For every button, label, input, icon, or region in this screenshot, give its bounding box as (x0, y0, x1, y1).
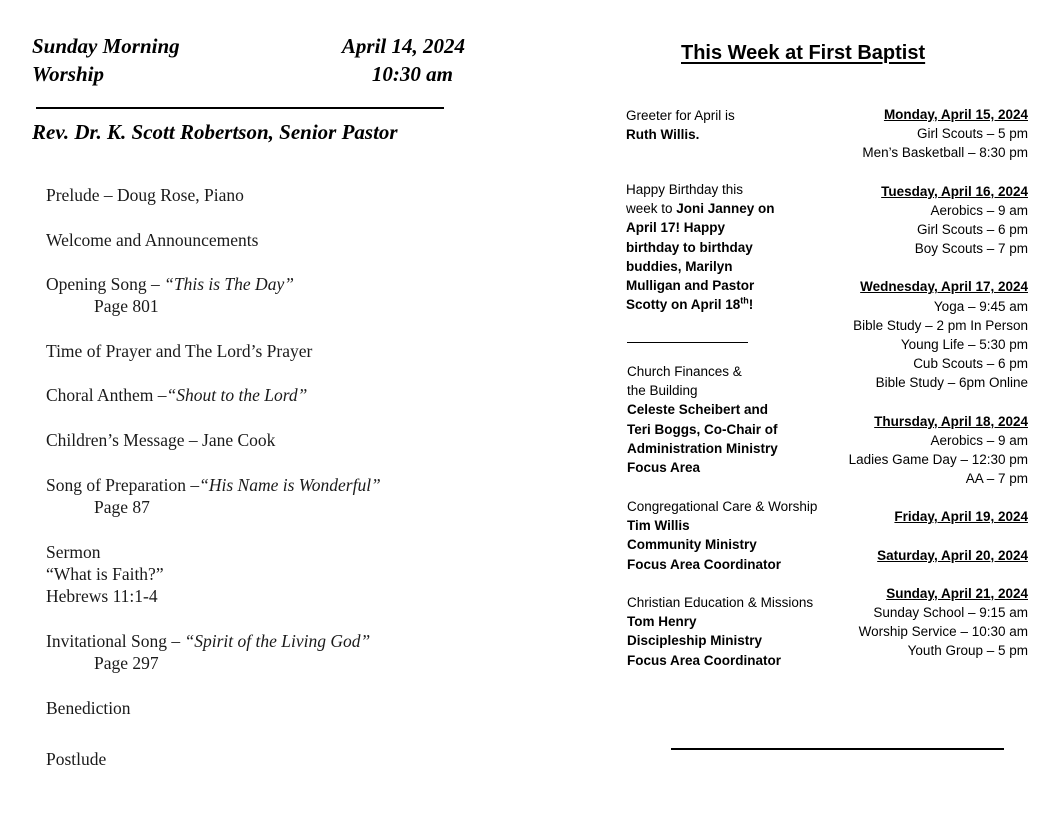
schedule-day-tuesday: Tuesday, April 16, 2024 (881, 183, 1028, 199)
birthday-line-3: April 17! Happy (626, 220, 726, 236)
sermon-title: “What is Faith?” (46, 564, 164, 584)
prep-title: “His Name is Wonderful” (199, 475, 381, 495)
header-divider (36, 107, 444, 109)
schedule-day-friday: Friday, April 19, 2024 (894, 509, 1028, 525)
schedule-event: Worship Service – 10:30 am (858, 624, 1028, 640)
edu-line-4: Focus Area Coordinator (627, 652, 782, 668)
birthday-note (626, 180, 775, 314)
birthday-line-7-sup: th (740, 295, 749, 306)
prep-page: Page 87 (94, 497, 150, 517)
care-line-2: Tim Willis (627, 518, 690, 534)
finance-line-2: the Building (627, 383, 698, 399)
opening-song-label: Opening Song – (46, 274, 165, 294)
footer-divider (671, 748, 1004, 750)
birthday-line-7b: ! (748, 297, 754, 313)
greeter-name: Ruth Willis. (626, 127, 700, 143)
invitational-title: “Spirit of the Living God” (184, 631, 371, 651)
sermon-scripture: Hebrews 11:1-4 (46, 586, 158, 606)
service-date: April 14, 2024 (341, 34, 465, 58)
schedule-event: Sunday School – 9:15 am (873, 605, 1028, 621)
schedule-day-thursday: Thursday, April 18, 2024 (874, 413, 1028, 429)
service-name-line1: Sunday Morning (32, 34, 180, 58)
schedule-event: Men’s Basketball – 8:30 pm (862, 145, 1028, 161)
notes-divider (627, 342, 748, 343)
care-line-1: Congregational Care & Worship (627, 499, 818, 514)
finance-line-6: Focus Area (627, 460, 701, 476)
education-note (627, 593, 813, 670)
finance-line-1: Church Finances & (627, 364, 742, 379)
anthem-label: Choral Anthem – (46, 385, 167, 405)
schedule-event: Bible Study – 6pm Online (875, 375, 1028, 391)
service-time: 10:30 am (371, 62, 453, 86)
benediction: Benediction (46, 698, 131, 718)
week-title: This Week at First Baptist (681, 42, 926, 64)
invitational-page: Page 297 (94, 653, 159, 673)
sermon: Sermon (46, 542, 101, 562)
opening-song (46, 273, 381, 295)
service-heading (32, 32, 180, 88)
childrens-message: Children’s Message – Jane Cook (46, 430, 276, 450)
invitational-label: Invitational Song – (46, 631, 185, 651)
service-datetime (300, 32, 465, 88)
birthday-line-6: Mulligan and Pastor (626, 278, 755, 294)
choral-anthem (46, 384, 381, 406)
schedule-event: Girl Scouts – 6 pm (916, 222, 1028, 238)
weekly-schedule (820, 105, 1028, 661)
finance-line-4: Teri Boggs, Co-Chair of (627, 421, 778, 437)
schedule-day-wednesday: Wednesday, April 17, 2024 (860, 279, 1028, 295)
birthday-line-4: birthday to birthday (626, 239, 753, 255)
anthem-title: “Shout to the Lord” (166, 385, 308, 405)
schedule-event: Youth Group – 5 pm (907, 643, 1028, 659)
birthday-line-2a: week to (626, 201, 677, 217)
schedule-event: Girl Scouts – 5 pm (916, 126, 1028, 142)
finance-line-3: Celeste Scheibert and (627, 402, 769, 418)
edu-line-1: Christian Education & Missions (627, 595, 814, 610)
schedule-event: Cub Scouts – 6 pm (913, 356, 1028, 372)
prep-label: Song of Preparation – (46, 475, 200, 495)
schedule-day-sunday: Sunday, April 21, 2024 (886, 585, 1028, 601)
schedule-event: Aerobics – 9 am (930, 202, 1028, 218)
prelude: Prelude – Doug Rose, Piano (46, 185, 244, 205)
opening-song-page: Page 801 (94, 296, 159, 316)
care-line-4: Focus Area Coordinator (627, 556, 782, 572)
care-note (627, 497, 817, 574)
birthday-line-1: Happy Birthday this (626, 182, 744, 197)
welcome: Welcome and Announcements (46, 230, 259, 250)
birthday-line-7a: Scotty on April 18 (626, 297, 741, 313)
schedule-event: Young Life – 5:30 pm (900, 337, 1028, 353)
prayer: Time of Prayer and The Lord’s Prayer (46, 341, 313, 361)
order-of-worship (46, 184, 381, 770)
care-line-3: Community Ministry (627, 537, 757, 553)
schedule-event: Bible Study – 2 pm In Person (853, 317, 1028, 333)
schedule-day-monday: Monday, April 15, 2024 (883, 107, 1028, 122)
service-name-line2: Worship (32, 62, 104, 86)
birthday-line-5: buddies, Marilyn (626, 258, 733, 274)
schedule-event: Boy Scouts – 7 pm (914, 241, 1028, 257)
song-of-preparation (46, 474, 381, 496)
invitational-song (46, 630, 381, 652)
edu-line-2: Tom Henry (627, 614, 697, 630)
pastor-name: Rev. Dr. K. Scott Robertson, Senior Pastor (32, 120, 398, 144)
postlude: Postlude (46, 749, 107, 769)
schedule-event: Ladies Game Day – 12:30 pm (848, 452, 1028, 468)
schedule-event: AA – 7 pm (965, 471, 1028, 487)
schedule-event: Yoga – 9:45 am (933, 298, 1028, 314)
greeter-line: Greeter for April is (626, 108, 735, 123)
opening-song-title: “This is The Day” (164, 274, 294, 294)
schedule-day-saturday: Saturday, April 20, 2024 (877, 547, 1028, 563)
finance-note (627, 362, 778, 477)
greeter-note (626, 106, 735, 144)
birthday-line-2b: Joni Janney on (676, 201, 775, 217)
schedule-event: Aerobics – 9 am (930, 432, 1028, 448)
finance-line-5: Administration Ministry (627, 440, 778, 456)
edu-line-3: Discipleship Ministry (627, 633, 763, 649)
